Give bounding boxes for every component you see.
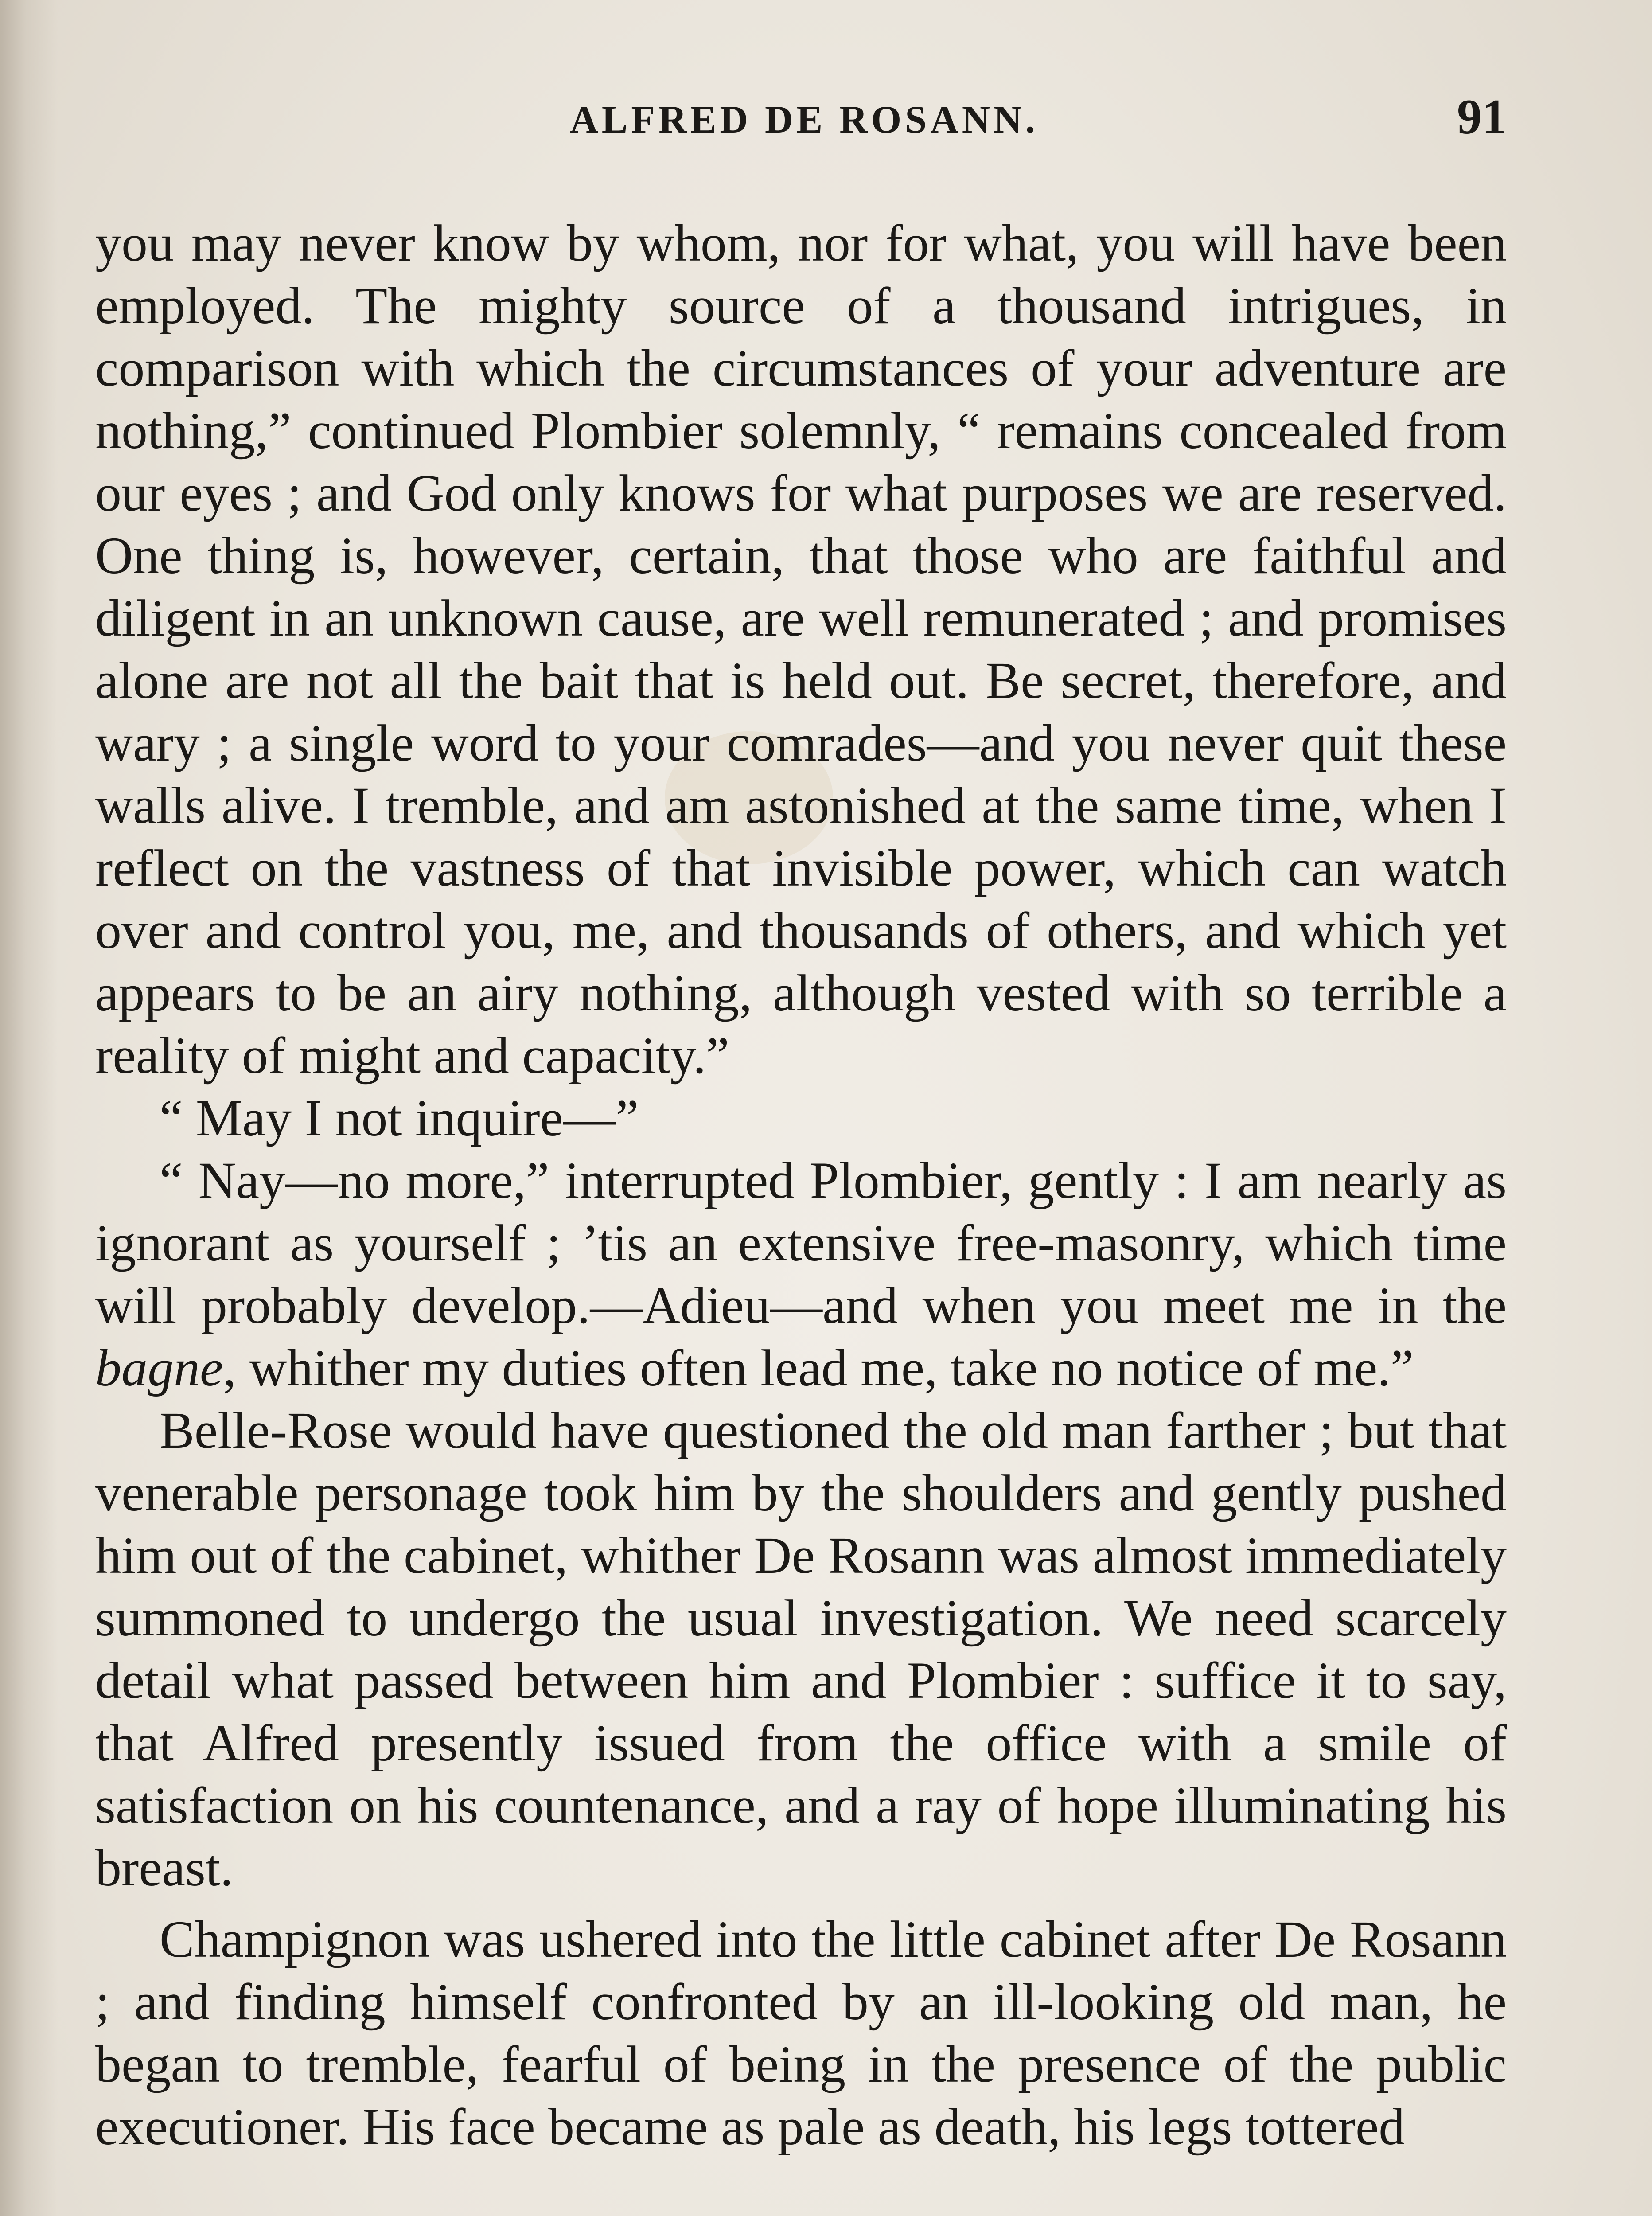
paragraph-3-start: “ Nay—no more,” interrupted Plombier, gently : I am nearly as ignorant as yourself ; ’tis an extensive free-masonry, which time will probably develop.—Adieu—and when you meet me in the (95, 1151, 1507, 1334)
gutter-shadow (0, 0, 58, 2216)
body-text (95, 212, 1507, 2158)
running-head: ALFRED DE ROSANN. (570, 98, 1039, 141)
italic-word-bagne: bagne (95, 1339, 223, 1397)
paragraph-5: Champignon was ushered into the little cabinet after De Rosann ; and finding himself confronted by an ill-looking old man, he began to tremble, fearful of being in the presence of the public executioner. His face became as pale as death, his legs tottered (95, 1910, 1507, 2156)
paragraph-3 (95, 1149, 1507, 1399)
paragraph-3-end: , whither my duties often lead me, take no notice of me.” (223, 1339, 1414, 1397)
paragraph-2: “ May I not inquire—” (160, 1089, 639, 1147)
paragraph-1: you may never know by whom, nor for what, you will have been employed. The mighty source of a thousand intrigues, in comparison with which the circumstances of your adventure are nothing,” continued Plombier solemnly, “ remains concealed from our eyes ; and God only knows for what purposes we are reserved. One thing is, however, certain, that those who are faithful and diligent in an unknown cause, are well remunerated ; and promises alone are not all the bait that is held out. Be secret, therefore, and wary ; a single word to your comrades—and you never quit these walls alive. I tremble, and am astonished at the same time, when I reflect on the vastness of that invisible power, which can watch over and control you, me, and thousands of others, and which yet appears to be an airy nothing, although vested with so terrible a reality of might and capacity.” (95, 214, 1507, 1085)
page-number: 91 (1457, 90, 1507, 144)
page-header (89, 89, 1520, 155)
paragraph-4: Belle-Rose would have questioned the old man farther ; but that venerable personage took him by the shoulders and gently pushed him out of the cabinet, whither De Rosann was almost immediately summoned to undergo the usual investigation. We need scarcely detail what passed between him and Plombier : suffice it to say, that Alfred presently issued from the office with a smile of satisfaction on his countenance, and a ray of hope illuminating his breast. (95, 1401, 1507, 1897)
